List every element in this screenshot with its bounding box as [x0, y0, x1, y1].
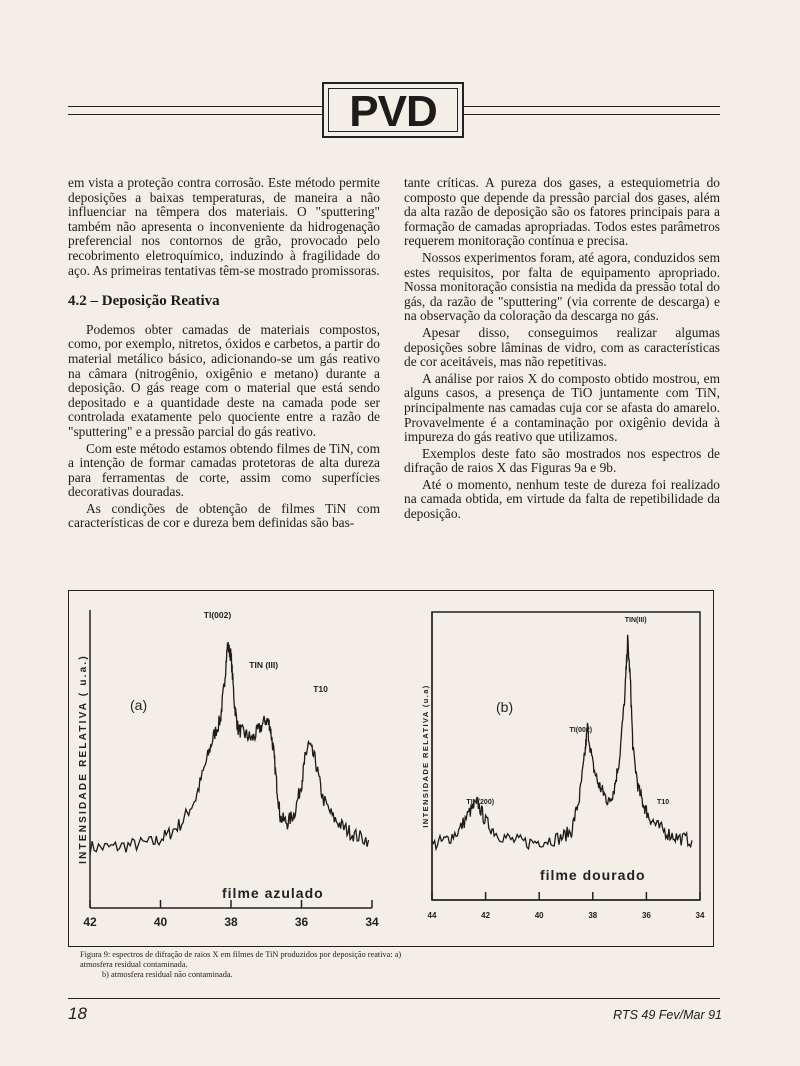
footer-rule: [68, 998, 720, 999]
x-tick-label: 38: [224, 915, 238, 929]
paragraph: Exemplos deste fato são mostrados nos espectros de difração de raios X das Figuras 9a e 9b.: [404, 445, 720, 476]
panel-label: (b): [496, 699, 514, 715]
peak-label: TIN(III): [624, 617, 647, 624]
peak-label: T10: [657, 799, 670, 806]
paragraph: As condições de obtenção de filmes TiN com características de cor e dureza bem definidas são bas-: [68, 500, 380, 531]
peak-label: TIN(200): [466, 799, 495, 806]
x-tick-label: 36: [641, 911, 651, 920]
paragraph: Até o momento, nenhum teste de dureza foi realizado na camada obtida, em virtude da falta de repetibilidade da deposição.: [404, 476, 720, 522]
x-tick-label: 40: [153, 915, 168, 929]
paragraph: tante críticas. A pureza dos gases, a estequiometria do composto que depende da pressão parcial dos gases, além da alta razão de deposição são os fatores principais para a formação de camadas apropriadas. Todos estes parâmetros requerem monitoração contínua e precisa.: [404, 175, 720, 249]
section-heading: 4.2 – Deposição Reativa: [68, 293, 220, 310]
diffraction-series: [432, 635, 692, 849]
figure-caption: [80, 950, 410, 980]
paragraph: Com este método estamos obtendo filmes de TiN, com a intenção de formar camadas protetoras de alta dureza para ferramentas de corte, assim como superfícies decorativas douradas.: [68, 440, 380, 500]
issue-label: RTS 49 Fev/Mar 91: [613, 1008, 722, 1022]
y-axis-label: INTENSIDADE RELATIVA ( u.a.): [78, 654, 89, 864]
x-tick-label: 34: [365, 915, 379, 929]
x-tick-label: 38: [588, 911, 598, 920]
film-label: filme dourado: [540, 867, 646, 883]
x-tick-label: 44: [427, 911, 437, 920]
diffraction-series: [90, 642, 369, 855]
section-title-box: [322, 82, 464, 138]
paragraph: Apesar disso, conseguimos realizar algumas deposições sobre lâminas de vidro, com as características de cor aceitáveis, mas não repetitivas.: [404, 324, 720, 370]
paragraph: Nossos experimentos foram, até agora, conduzidos sem estes requisitos, por falta de equipamento apropriado. Nossa monitoração consistia na medida da pressão total do gás, da razão de "sputtering" (via corrente de descarga) e na observação da coloração da descarga no gás.: [404, 249, 720, 324]
right-column: [404, 176, 720, 522]
paragraph: em vista a proteção contra corrosão. Este método permite deposições a baixas temperaturas, de maneira a não influenciar na têmpera dos materiais. O "sputtering" também não apresenta o inconveniente da hidrogenação preferencial nos contornos de grão, provocado pelo recobrimento eletroquímico, induzindo à fragilidade do aço. As primeiras tentativas têm-se mostrado promissoras.: [68, 175, 380, 278]
caption-line: b) atmosfera residual não contaminada.: [102, 970, 233, 979]
xrd-figure: [0, 590, 800, 950]
paragraph: A análise por raios X do composto obtido mostrou, em alguns casos, a presença de TiO juntamente com TiN, principalmente nas camadas cuja cor se afasta do amarelo. Provavelmente é a contaminação por oxigênio devida à impureza do gás reativo que utilizamos.: [404, 370, 720, 445]
page-number: 18: [68, 1004, 87, 1023]
y-axis-label: INTENSIDADE RELATIVA (u.a): [421, 684, 430, 828]
x-tick-label: 34: [695, 911, 705, 920]
section-title: PVD: [349, 87, 437, 136]
film-label: filme azulado: [222, 885, 324, 901]
peak-label: TIN (III): [249, 660, 279, 670]
caption-line: Figura 9: espectros de difração de raios X em filmes de TiN produzidos por deposição reativa: a) atmosfera residual contaminada.: [80, 950, 402, 969]
panel-b-frame: [432, 612, 700, 900]
x-tick-label: 42: [481, 911, 491, 920]
x-tick-label: 36: [294, 915, 309, 929]
paragraph: Podemos obter camadas de materiais compostos, como, por exemplo, nitretos, óxidos e carbetos, a partir do material metálico básico, adicionando-se um gás reativo na câmara (nitrogênio, oxigênio e metano) durante a deposição. O gás reage com o material que está sendo depositado e a quantidade deste na camada pode ser controlada exatamente pelo quociente entre a razão de "sputtering" e a pressão parcial do gás reativo.: [68, 321, 380, 439]
peak-label: TI(002): [569, 727, 593, 734]
panel-label: (a): [130, 697, 148, 713]
x-tick-label: 40: [534, 911, 544, 920]
left-column: [68, 176, 380, 531]
peak-label: T10: [313, 684, 328, 694]
peak-label: TI(002): [203, 610, 232, 620]
x-tick-label: 42: [83, 915, 97, 929]
